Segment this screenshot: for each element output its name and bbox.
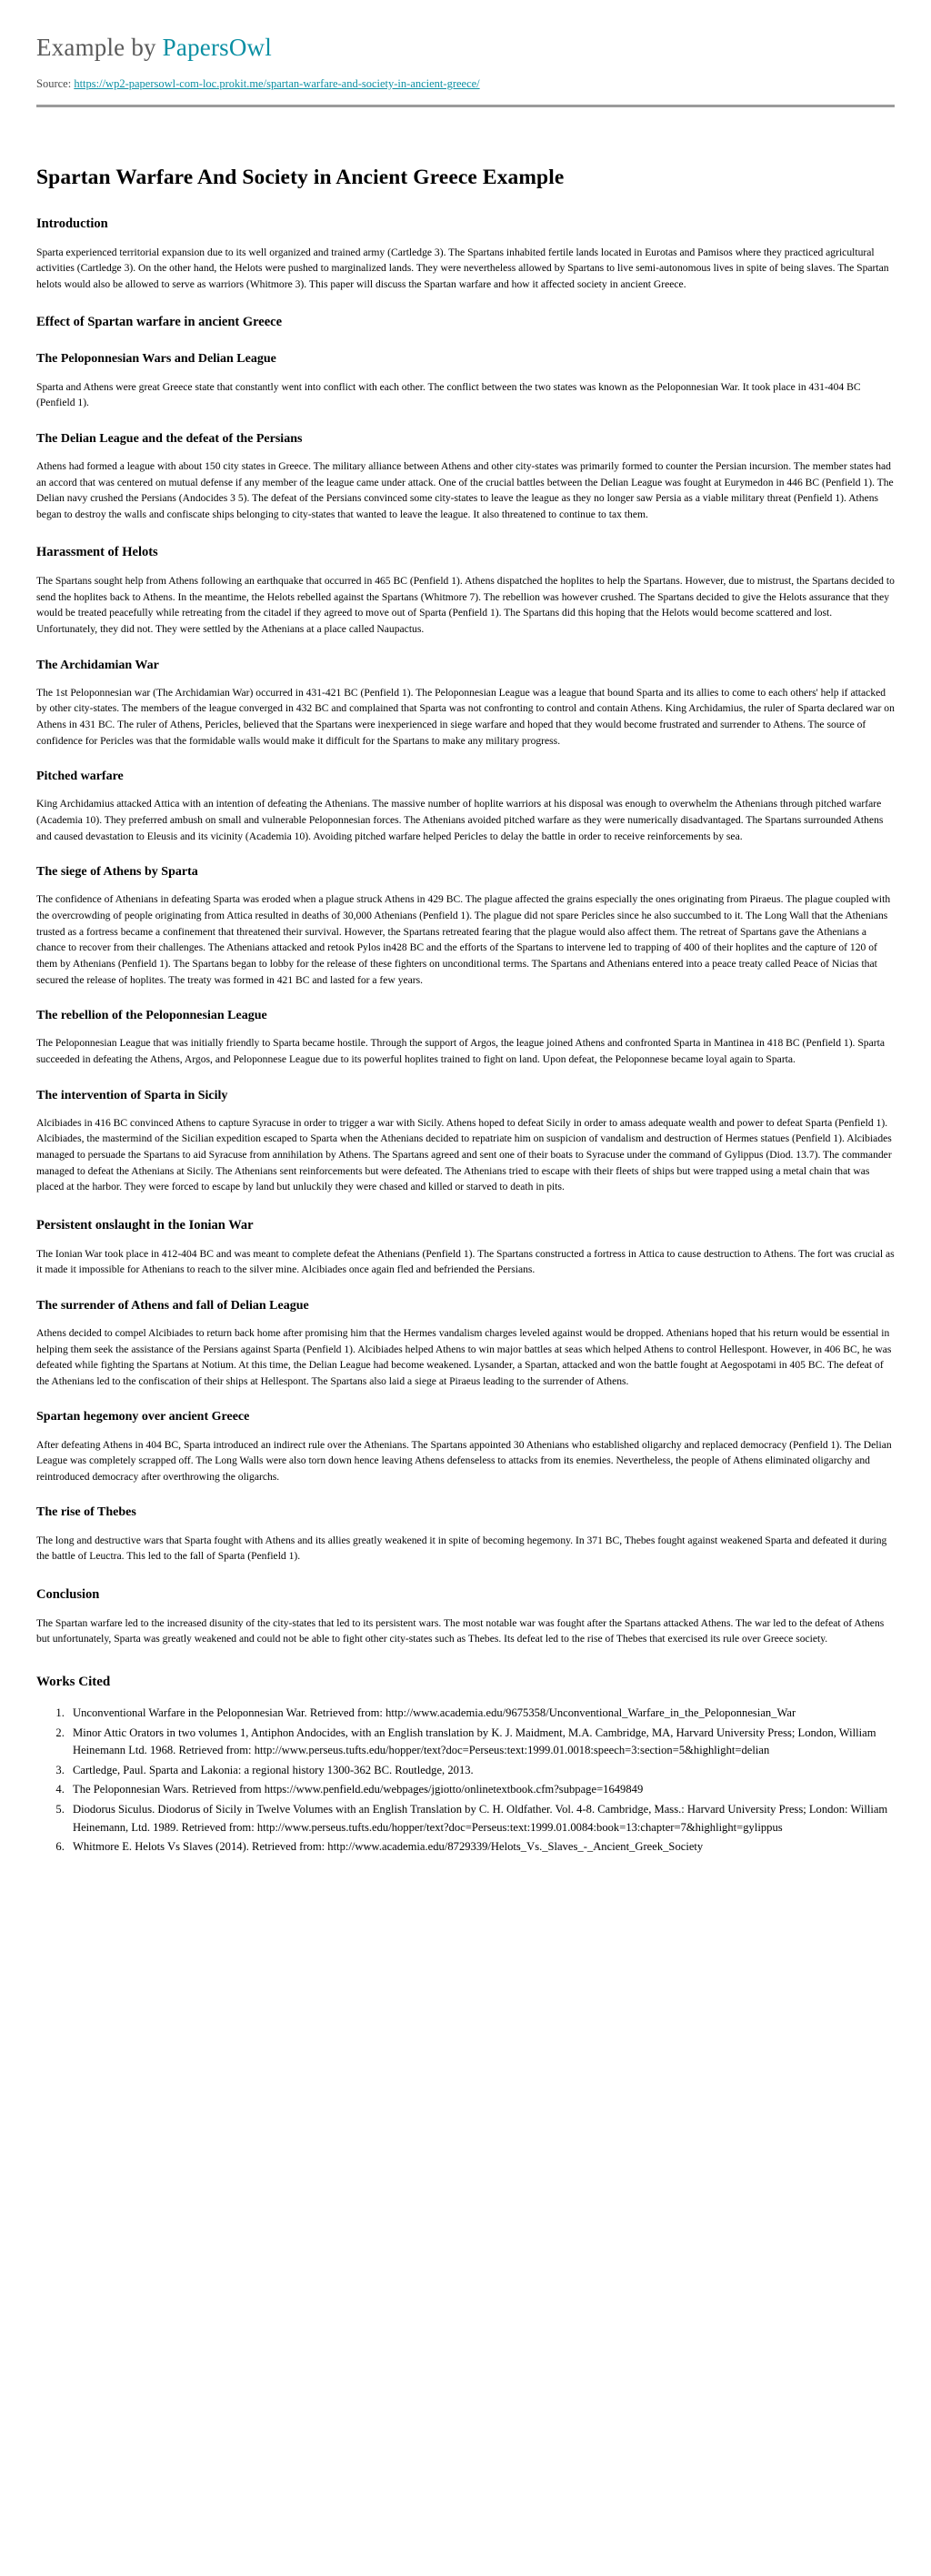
body-paragraph: The Ionian War took place in 412-404 BC and was meant to complete defeat the Athenians (Penfield 1). The Spartans constructed a fortress in Attica to cause destruction to Athens. The fort was crucial as it made it impossible for Athenians to reach to the silver mine. Alcibiades once again fled and befriended the Persians.	[36, 1247, 895, 1276]
works-cited-item: 4. The Peloponnesian Wars. Retrieved from https://www.penfield.edu/webpages/jgiotto/onlinetextbook.cfm?subpage=1649849	[67, 1781, 895, 1799]
body-paragraph: The Spartan warfare led to the increased disunity of the city-states that led to its persistent wars. The most notable war was fought after the Spartans attacked Athens. The war led to the defeat of Athens but unfortunately, Sparta was greatly weakened and could not be able to fight other city-states such as Thebes. Its defeat led to the rise of Thebes that exercised its rule over Greece society.	[36, 1616, 885, 1645]
body-paragraph: After defeating Athens in 404 BC, Sparta introduced an indirect rule over the Athenians. The Spartans appointed 30 Athenians who established oligarchy and replaced democracy (Penfield 1). The Delian League was completely scrapped off. The Long Walls were also torn down hence leaving Athens defenseless to attacks from its enemies. Nevertheless, the people of Athens eliminated oligarchy and reintroduced democracy after overthrowing the oligarchs.	[36, 1438, 892, 1483]
body-paragraph: King Archidamius attacked Attica with an intention of defeating the Athenians. The massive number of hoplite warriors at his disposal was enough to overwhelm the Athenians through pitched warfare (Academia 10). They preferred ambush on small and vulnerable Peloponnesian forces. The Athenians avoided pitched warfare as they were numerically disadvantaged. The Spartans surrounded Athens and caused devastation to Eleusis and its vicinity (Academia 10). Avoiding pitched warfare helped Pericles to delay the battle in order to receive reinforcements by sea.	[36, 798, 884, 842]
page-header	[36, 33, 895, 107]
section-heading: The rise of Thebes	[36, 1505, 136, 1520]
body-paragraph: Alcibiades in 416 BC convinced Athens to capture Syracuse in order to trigger a war with Sicily. Athens hoped to defeat Sicily in order to amass adequate wealth and power to defeat Sparta (Penfield 1). Alcibiades, the mastermind of the Sicilian expedition escaped to Sparta when the Athenians decided to repatriate him on suspicion of vandalism and destruction of Hermes statues (Penfield 1). Alcibiades managed to persuade the Spartans to aid Syracuse from annihilation by Athens. The Spartans agreed and sent one of their boats to Syracuse under the command of Gylippus (Diod. 13.7). The commander managed to defeat the Athenians at Sicily. The Athenians sent reinforcements but were defeated. The Athenians tried to escape with their fleets of ships but were trapped using a metal chain that was placed at the harbor. They were forced to escape by land but unluckily they were chased and killed or starved to death in pits.	[36, 1116, 892, 1193]
brand-name: PapersOwl	[162, 34, 272, 61]
works-cited-item: 3. Cartledge, Paul. Sparta and Lakonia: a regional history 1300-362 BC. Routledge, 2013.	[67, 1762, 895, 1780]
works-cited-item: 5. Diodorus Siculus. Diodorus of Sicily in Twelve Volumes with an English Translation by C. H. Oldfather. Vol. 4-8. Cambridge, Mass.: Harvard University Press; London: William Heinemann, Ltd. 1989. Retrieved from: http://www.perseus.tufts.edu/hopper/text?doc=Perseus:text:1999.01.0084:book=13:chapter=7&highlight=gylippus	[67, 1801, 895, 1836]
body-paragraph: The Spartans sought help from Athens following an earthquake that occurred in 465 BC (Penfield 1). Athens dispatched the hoplites to help the Spartans. However, due to mistrust, the Spartans decided to send the hoplites back to Athens. In the meantime, the Helots rebelled against the Spartans (Whitmore 7). The rebellion was however crushed. The Spartans decided to give the Helots assurance that they would be treated peacefully while retreating from the citadel if they agreed to move out of Sparta (Penfield 1). The Spartans did this hoping that the Helots would become scattered and lost. Unfortunately, they did not. They were settled by the Athenians at a place called Naupactus.	[36, 575, 895, 636]
body-paragraph: Sparta experienced territorial expansion due to its well organized and trained army (Cartledge 3). The Spartans inhabited fertile lands located in Eurotas and Pamisos where they practiced agricultural activities (Cartledge 3). On the other hand, the Helots were pushed to marginalized lands. They were nevertheless allowed by Spartans to live semi-autonomous lives in spite of being slaves. The Spartan helots would also be allowed to serve as warriors (Whitmore 3). This paper will discuss the Spartan warfare and how it affected society in ancient Greece.	[36, 246, 889, 290]
section-heading: Pitched warfare	[36, 770, 124, 784]
header-divider	[36, 105, 895, 107]
brand-title	[36, 33, 895, 64]
section-heading: The surrender of Athens and fall of Delian League	[36, 1298, 309, 1313]
source-line	[36, 76, 895, 93]
section-heading: The rebellion of the Peloponnesian League	[36, 1009, 267, 1023]
body-paragraph: Athens had formed a league with about 150 city states in Greece. The military alliance between Athens and other city-states was primarily formed to counter the Persian incursion. The member states had an accord that was centered on mutual defense if any member of the league came under attack. One of the crucial battles between the Delian League was fought at Eurymedon in 446 BC (Penfield 1). The Delian navy crushed the Persians (Andocides 3 5). The defeat of the Persians convinced some city-states to leave the league as they no longer saw Persia as a viable military threat (Penfield 1). Athens began to destroy the walls and confiscate ships belonging to city-states that wanted to leave the league. It also threatened to continue to tax them.	[36, 459, 894, 520]
sections-container	[36, 216, 895, 1647]
body-paragraph: The long and destructive wars that Sparta fought with Athens and its allies greatly weakened it in spite of becoming hegemony. In 371 BC, Thebes fought against weakened Sparta and defeated it during the battle of Leuctra. This led to the fall of Sparta (Penfield 1).	[36, 1534, 887, 1563]
section-heading: Harassment of Helots	[36, 545, 158, 560]
document-body	[36, 164, 895, 1857]
works-cited-item: 1. Unconventional Warfare in the Peloponnesian War. Retrieved from: http://www.academia.edu/9675358/Unconventional_Warfare_in_the_Peloponnesian_War	[67, 1705, 895, 1723]
body-paragraph: The Peloponnesian League that was initially friendly to Sparta became hostile. Through the support of Argos, the league joined Athens and confronted Sparta in Mantinea in 418 BC (Penfield 1). Sparta succeeded in defeating the Athens, Argos, and Peloponnese League due to its powerful hoplites trained to fight on land. Upon defeat, the Peloponnese became loyal again to Sparta.	[36, 1037, 885, 1065]
works-cited-item: 6. Whitmore E. Helots Vs Slaves (2014). Retrieved from: http://www.academia.edu/8729339/Helots_Vs._Slaves_-_Ancient_Greek_Society	[67, 1838, 895, 1857]
body-paragraph: The 1st Peloponnesian war (The Archidamian War) occurred in 431-421 BC (Penfield 1). The Peloponnesian League was a league that bound Sparta and its allies to come to each others' help if attacked by other city-states. The members of the league converged in 432 BC and complained that Sparta was not confronting to control and contain Athens. King Archidamius, the ruler of Sparta declared war on Athens in 431 BC. The ruler of Athens, Pericles, believed that the Spartans were inexperienced in siege warfare and hoped that they would become frustrated and surrender to Athens. The source of confidence for Pericles was that the formidable walls would make it difficult for the Spartans to make any military progress.	[36, 686, 895, 747]
section-heading: The Archidamian War	[36, 658, 159, 672]
source-url-link[interactable]: https://wp2-papersowl-com-loc.prokit.me/spartan-warfare-and-society-in-ancient-greece/	[74, 76, 480, 90]
section-heading: Effect of Spartan warfare in ancient Greece	[36, 315, 283, 330]
section-heading: The Peloponnesian Wars and Delian League	[36, 352, 276, 367]
works-cited-list	[36, 1705, 895, 1857]
body-paragraph: The confidence of Athenians in defeating Sparta was eroded when a plague struck Athens in 429 BC. The plague affected the grains especially the ones originating from Piraeus. The plague coupled with the overcrowding of people originating from Attica resulted in deaths of 30,000 Athenians (Penfield 1). The plague did not spare Pericles since he also succumbed to it. The Long Wall that the Athenians trusted as a fortress became a confinement that threatened their survival. However, the Spartans retreated fearing that the plague would also affect them. The retreat of Spartans gave the Athenians a chance to recover from their challenges. The Athenians attacked and retook Pylos in428 BC and the efforts of the Spartans to intervene led to trapping of 400 of their hoplites and the capture of 120 of them by Athenians (Penfield 1). The Spartans began to lobby for the release of these fighters on unconditional terms. The Spartans and Athenians entered into a peace treaty called Peace of Nicias that secured the release of hoplites. The treaty was formed in 421 BC and lasted for a few years.	[36, 893, 891, 986]
source-label: Source:	[36, 76, 72, 90]
works-cited-heading: Works Cited	[36, 1674, 111, 1689]
section-heading: The Delian League and the defeat of the Persians	[36, 431, 303, 446]
section-heading: The intervention of Sparta in Sicily	[36, 1088, 228, 1102]
section-heading: Conclusion	[36, 1586, 100, 1602]
section-heading: Persistent onslaught in the Ionian War	[36, 1217, 254, 1233]
works-cited-item: 2. Minor Attic Orators in two volumes 1, Antiphon Andocides, with an English translation by K. J. Maidment, M.A. Cambridge, MA, Harvard University Press; London, William Heinemann Ltd. 1968. Retrieved from: http://www.perseus.tufts.edu/hopper/text?doc=Perseus:text:1999.01.0018:speech=3:section=5&highlight=delian	[67, 1725, 895, 1760]
body-paragraph: Athens decided to compel Alcibiades to return back home after promising him that the Hermes vandalism charges leveled against would be dropped. Athenians hoped that his return would be essential in helping them seek the assistance of the Persians against Sparta (Penfield 1). Alcibiades helped Athens to win major battles at seas which helped Athens to control Hellespont. However, in 406 BC, he was defeated while fighting the Spartans at Notium. At this time, the Delian League had become weakened. Lysander, a Spartan, attacked and won the battle fought at Aegospotami in 405 BC. The defeat of the Athenians led to the confiscation of their ships at Hellespont. The Spartans also laid a siege at Piraeus leading to the surrender of Athens.	[36, 1327, 892, 1387]
section-heading: Introduction	[36, 216, 108, 231]
brand-prefix: Example by	[36, 34, 163, 61]
body-paragraph: Sparta and Athens were great Greece state that constantly went into conflict with each other. The conflict between the two states was known as the Peloponnesian War. It took place in 431-404 BC (Penfield 1).	[36, 380, 861, 409]
section-heading: The siege of Athens by Sparta	[36, 865, 198, 880]
section-heading: Spartan hegemony over ancient Greece	[36, 1410, 250, 1424]
page-title: Spartan Warfare And Society in Ancient Greece Example	[36, 166, 565, 190]
